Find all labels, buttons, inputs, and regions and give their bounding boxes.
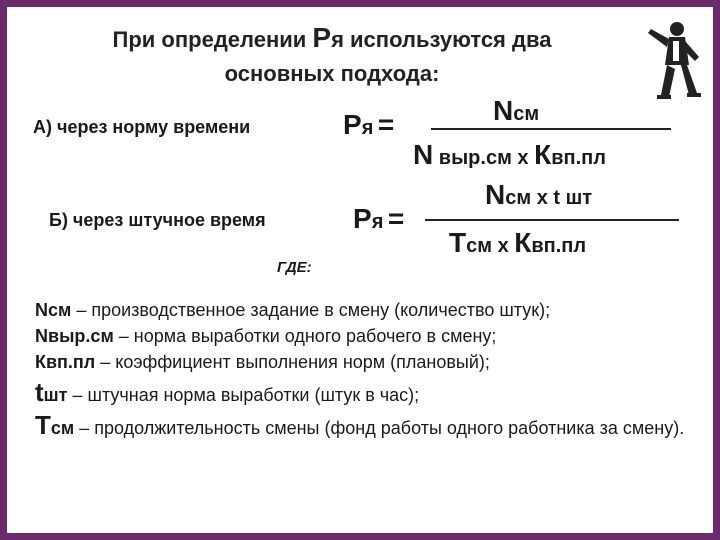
formula-b-denominator: Тсм х Квп.пл: [449, 227, 587, 258]
formula-b-numerator: Nсм х t шт: [485, 179, 593, 210]
slide-title: При определении Ря используются два основных подхода:: [112, 22, 552, 86]
where-label: ГДЕ:: [277, 259, 312, 276]
definition-item: Nсм – производственное задание в смену (количество штук);: [35, 300, 551, 320]
definition-item: Nвыр.см – норма выработки одного рабочего в смену;: [35, 326, 497, 346]
formula-b-lhs: Ря =: [353, 203, 405, 234]
formula-b-fraction-bar: [425, 219, 679, 221]
definition-item: Квп.пл – коэффициент выполнения норм (плановый);: [35, 352, 490, 372]
definition-item: tшт – штучная норма выработки (штук в час);: [35, 377, 420, 407]
formula-b-label: Б) через штучное время: [49, 210, 266, 230]
formula-a-fraction-bar: [431, 128, 671, 130]
formula-a-denominator: N выр.см х Квп.пл: [413, 139, 606, 170]
formula-a-label: А) через норму времени: [33, 117, 251, 137]
formula-a-numerator: Nсм: [493, 95, 540, 126]
person-clipart-icon: [639, 19, 709, 103]
formula-a-lhs: Ря =: [343, 109, 395, 140]
definition-item: Тсм – продолжительность смены (фонд работы одного работника за смену).: [35, 410, 685, 440]
definitions-list: [35, 297, 685, 441]
